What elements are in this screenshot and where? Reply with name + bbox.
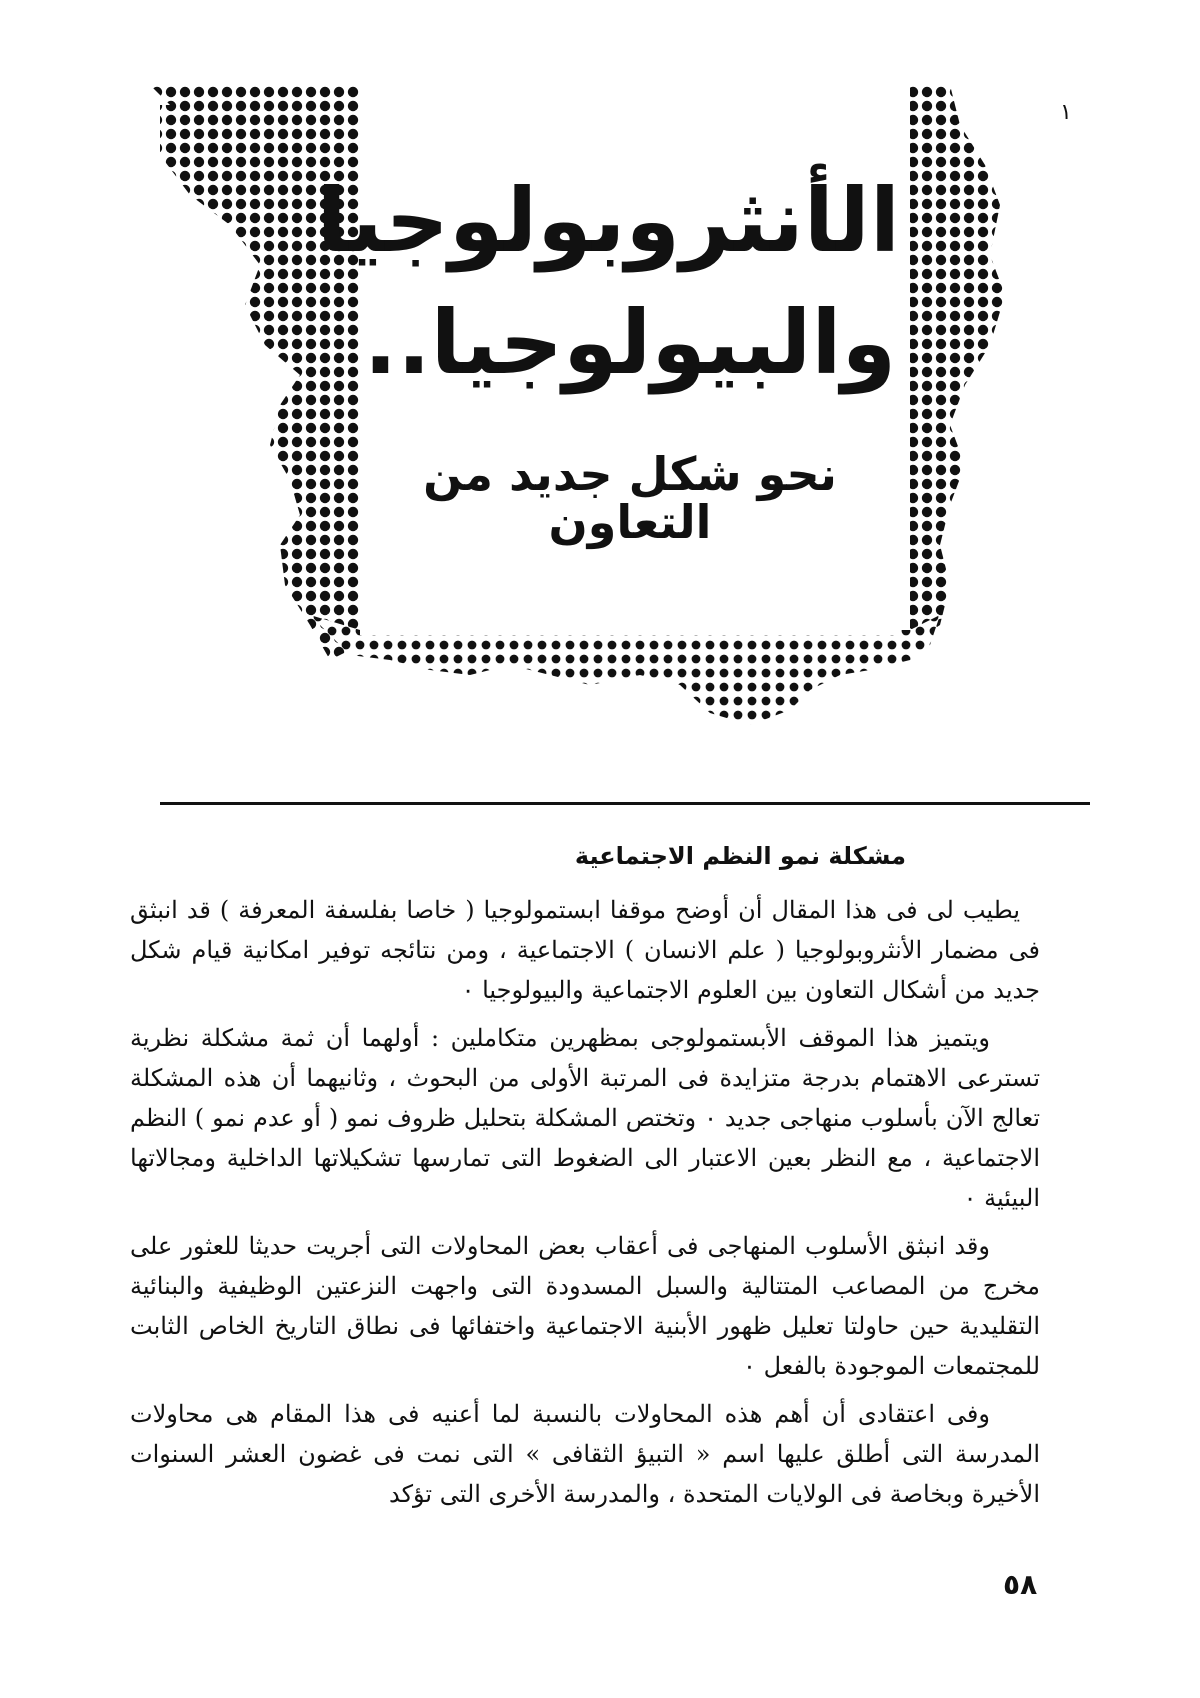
title-box bbox=[316, 95, 900, 635]
paragraph: ويتميز هذا الموقف الأبستمولوجى بمظهرين متكاملين : أولهما أن ثمة مشكلة نظرية تسترعى الاهتمام بدرجة متزايدة فى المرتبة الأولى من البحوث ، وثانيهما أن هذه المشكلة تعالج الآن بأسلوب منهاجى جديد ٠ وتختص المشكلة بتحليل ظروف نمو ( أو عدم نمو ) النظم الاجتماعية ، مع النظر بعين الاعتبار الى الضغوط التى تمارسها تشكيلاتها الداخلية ومجالاتها البيئية ٠ bbox=[130, 1024, 1040, 1212]
paragraph: وقد انبثق الأسلوب المنهاجى فى أعقاب بعض المحاولات التى أجريت حديثا للعثور على مخرج من المصاعب المتتالية والسبل المسدودة التى واجهت النزعتين الوظيفية والبنائية التقليدية حين حاولتا تعليل ظهور الأبنية الاجتماعية واختفائها فى نطاق التاريخ الخاص الثابت للمجتمعات الموجودة بالفعل ٠ bbox=[130, 1232, 1040, 1380]
article-title-line-1: الأنثروبولوجيا bbox=[316, 169, 900, 272]
paragraph: وفى اعتقادى أن أهم هذه المحاولات بالنسبة لما أعنيه فى هذا المقام هى محاولات المدرسة التى أطلق عليها اسم « التبيؤ الثقافى » التى نمت فى غضون العشر السنوات الأخيرة وبخاصة فى الولايات المتحدة ، والمدرسة الأخرى التى تؤكد bbox=[130, 1400, 1040, 1508]
article-title-line-2: والبيولوجيا.. bbox=[363, 291, 897, 395]
corner-mark: ١ bbox=[1060, 100, 1072, 125]
page-number: ٥٨ bbox=[1003, 1568, 1038, 1601]
paragraph: يطيب لى فى هذا المقال أن أوضح موقفا ابستمولوجيا ( خاصا بفلسفة المعرفة ) قد انبثق فى مضمار الأنثروبولوجيا ( علم الانسان ) الاجتماعية ، ومن نتائجه توفير امكانية قيام شكل جديد من أشكال التعاون بين العلوم الاجتماعية والبيولوجيا ٠ bbox=[130, 896, 1040, 1004]
horizontal-rule bbox=[160, 802, 1090, 805]
article-body bbox=[130, 890, 1040, 1522]
article-subtitle: نحو شكل جديد من التعاون bbox=[423, 446, 837, 550]
section-heading: مشكلة نمو النظم الاجتماعية bbox=[574, 842, 906, 870]
